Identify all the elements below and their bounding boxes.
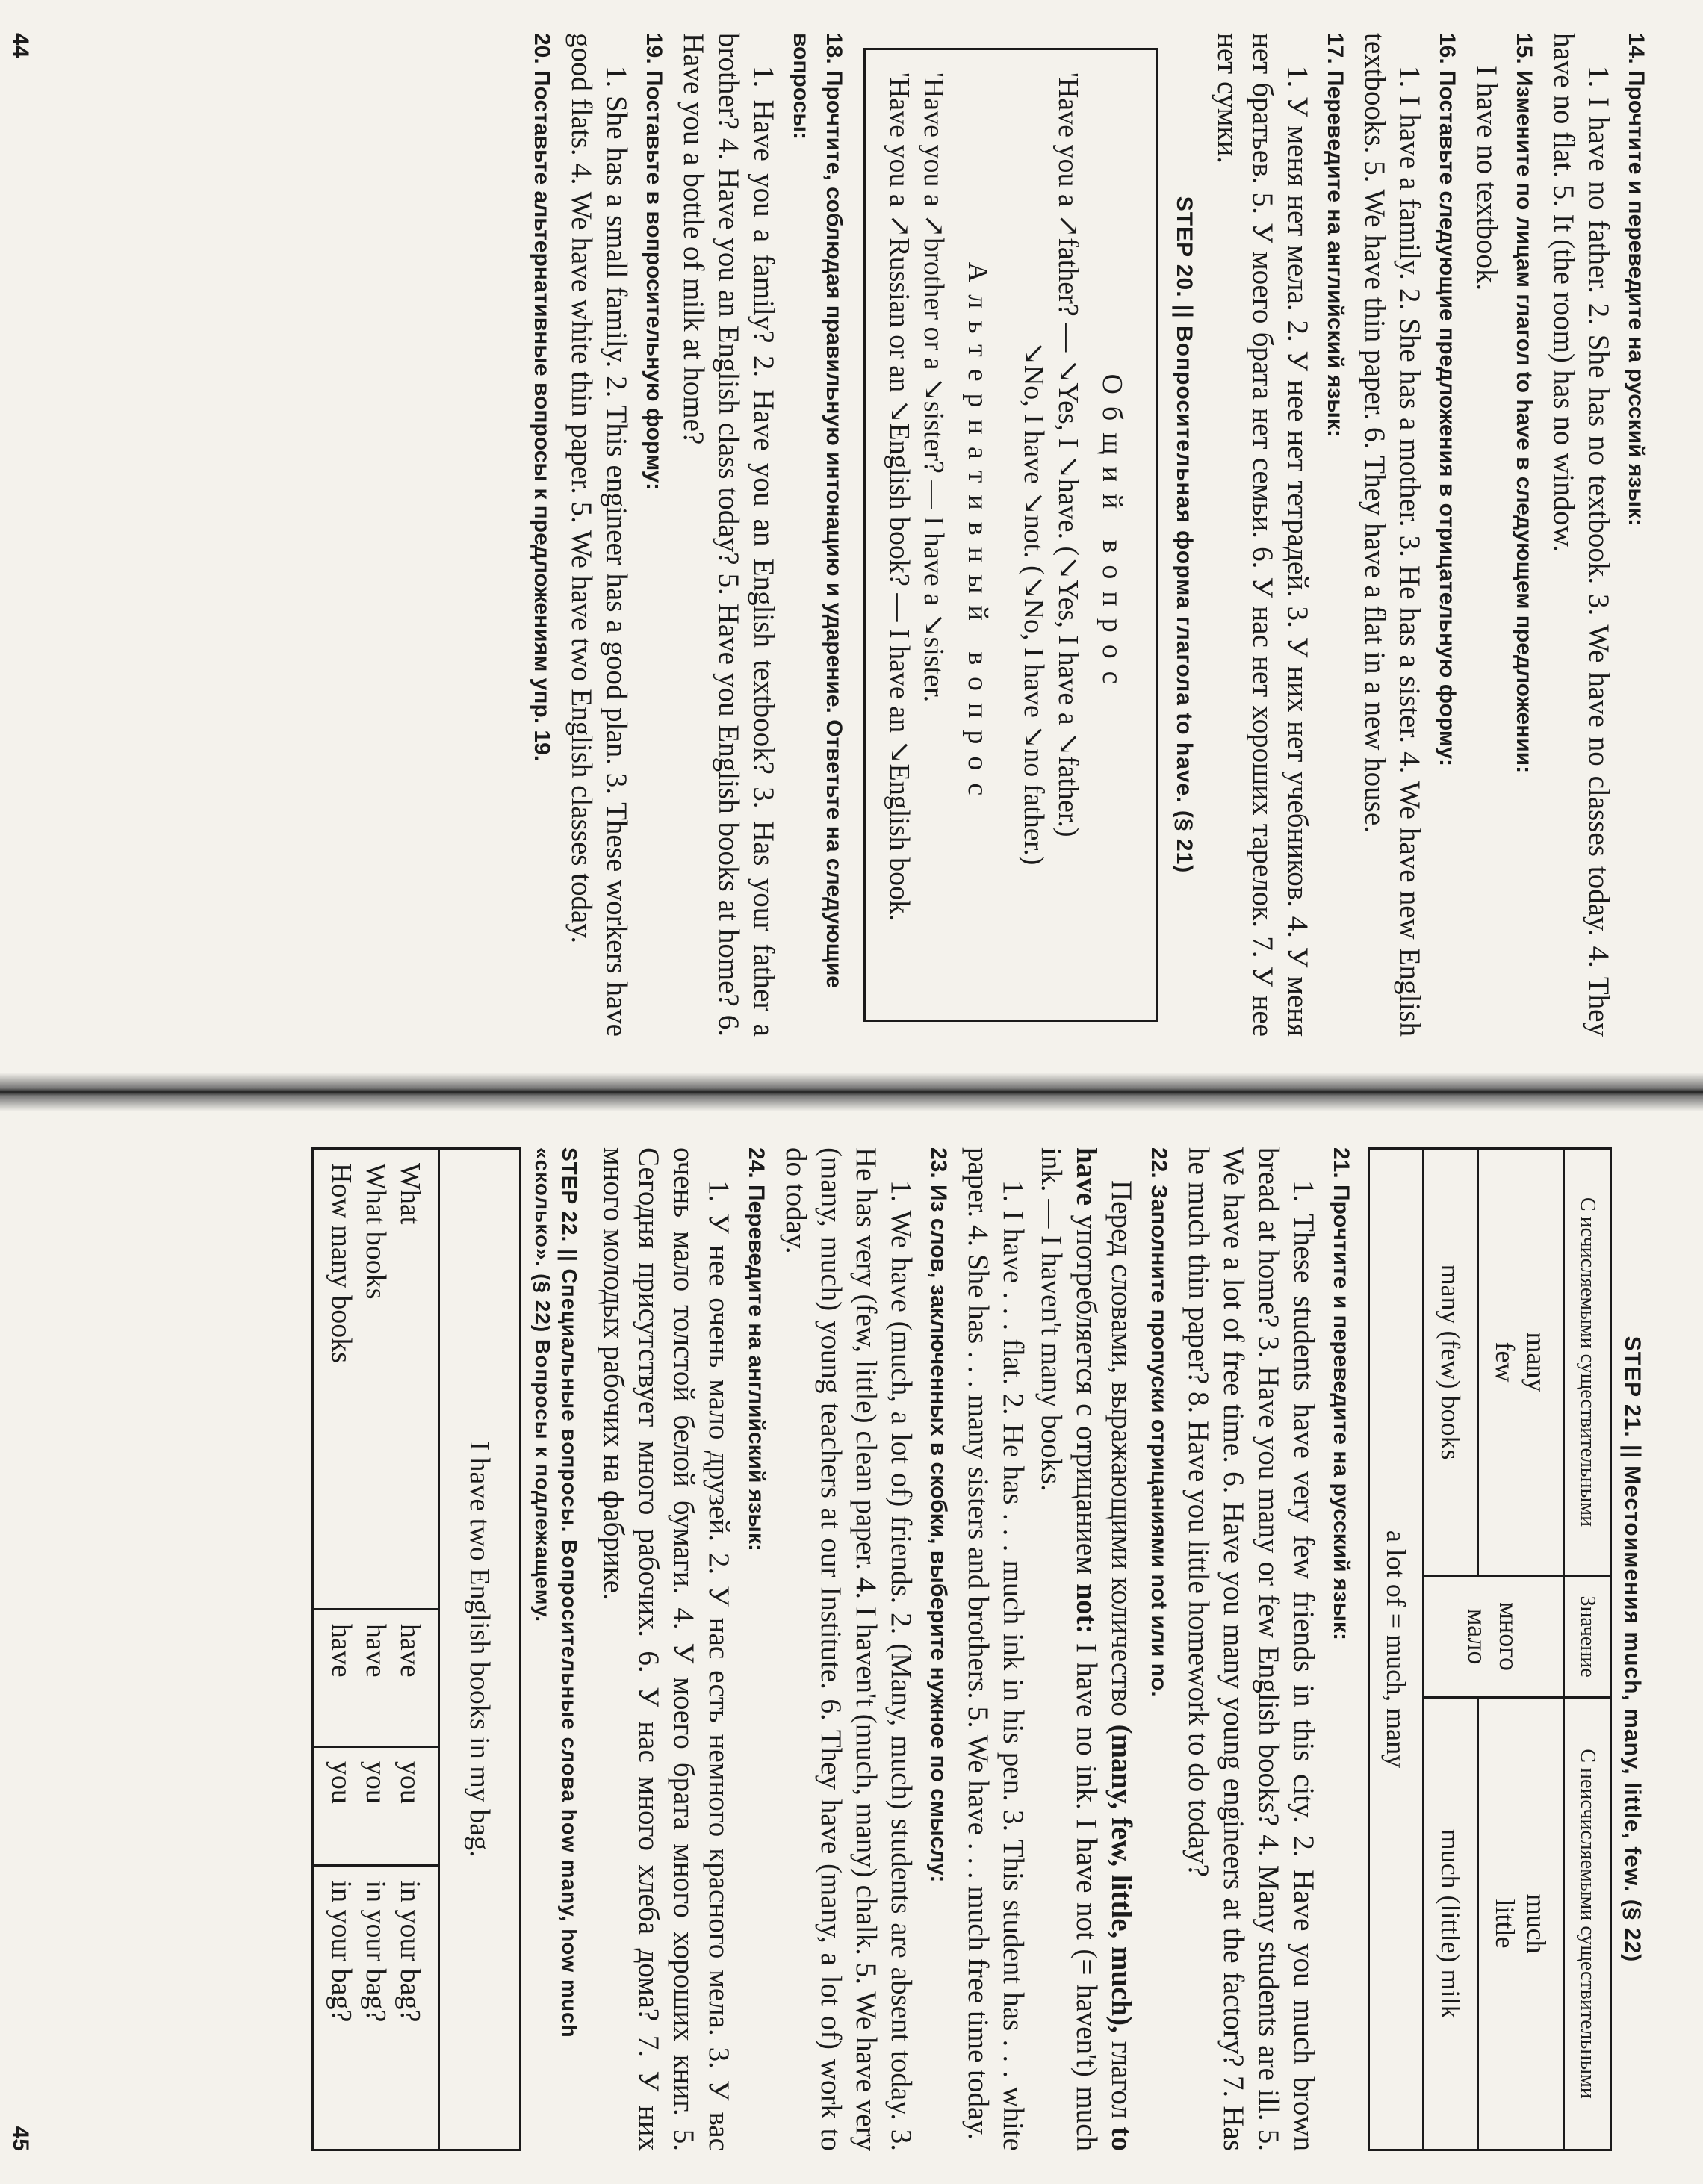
ex20-title: 20. Поставьте альтернативные вопросы к предложениям упр. 19.: [530, 33, 554, 762]
ex22-intro-part-3: употребляется с отрицанием: [1070, 1214, 1102, 1575]
ex22-intro-bold-2: to have: [1070, 1147, 1138, 2152]
ex15-text: I have no textbook.: [1471, 66, 1503, 291]
pronoun-meaning: много мало: [1424, 1576, 1564, 1698]
pronoun-footer: a lot of = much, many: [1369, 1149, 1424, 2150]
auxiliary-verb: have: [394, 1623, 426, 1678]
auxiliary-verb: have: [326, 1623, 357, 1678]
ex22-title: 22. Заполните пропуски отрицаниями not или no.: [1147, 1147, 1171, 1697]
step20-box: [863, 48, 1158, 1022]
place-phrase: in your bag?: [326, 1880, 357, 2023]
step21-title: STEP 21. || Местоимения much, many, little, few. (§ 22): [1620, 1335, 1645, 1963]
ex22-intro-bold-1: (many, few, little, much),: [1105, 1724, 1138, 2033]
ex24-text: 1. У нее очень мало друзей. 2. У нас есть немного красного мела. 3. У вас очень мало толстой белой бумаги. 4. У моего брата много хороших книг. 5. Сегодня присутствует много рабочих. 6. У нас много хлеба дома? 7. У них много молодых рабочих на фабрике.: [598, 1147, 735, 2151]
ex15-title: 15. Измените по лицам глагол to have в следующем предложении:: [1512, 33, 1536, 774]
subject-word: you: [394, 1760, 426, 1804]
general-question-heading: Общий вопрос: [1096, 373, 1128, 696]
ex14-text: 1. I have no father. 2. She has no textbook. 3. We have no classes today. 4. They have no flat. 5. It (the room) has no window.: [1548, 33, 1615, 1037]
subject-cell: [313, 1746, 439, 1866]
ex22-intro: [1034, 1147, 1139, 2151]
ex16-text: 1. I have a family. 2. She has a mother. 3. He has a sister. 4. We have new English textbooks. 5. We have thin paper. 6. They have a flat in a new house.: [1359, 33, 1426, 1037]
page-45: [0, 1114, 1703, 2184]
pronoun-table: [1368, 1147, 1612, 2151]
ex17-title: 17. Переведите на английский язык:: [1323, 33, 1347, 437]
question-word: How many books: [326, 1163, 357, 1364]
ex22-intro-part-4: I have no ink. I have not (= haven't) much ink. — I haven't many books.: [1035, 1147, 1102, 2152]
ex22-intro-part-2: глагол: [1105, 2041, 1138, 2119]
step22-title: STEP 22. || Специальные вопросы. Вопросительные слова how many, how much «сколько». (§ 22) Вопросы к подлежащему.: [531, 1147, 581, 2038]
pronoun-example-uncountable: much (little) milk: [1424, 1698, 1478, 2150]
pronoun-header-countable: С исчисляемыми существительными: [1564, 1149, 1611, 1576]
ex24-title: 24. Переведите на английский язык:: [744, 1147, 769, 1551]
ex14-title: 14. Прочтите и переведите на русский язык:: [1624, 33, 1648, 526]
question-sentence: I have two English books in my bag.: [439, 1149, 521, 2150]
question-words-cell: [313, 1149, 439, 1610]
general-question-line-1: 'Have you a ↗father? — ↘Yes, I ↘have. (↘Yes, I have a ↘father.): [1052, 72, 1084, 837]
place-phrase: in your bag?: [360, 1880, 391, 2023]
ex21-text: 1. These students have very few friends in this city. 2. Have you much brown bread at home? 3. Have you many or few English books? 4. Many students are ill. 5. We have a lot of free time. 6. Have you many young engineers at the factory? 7. Has he much thin paper? 8. Have you little homework to do today?: [1182, 1147, 1320, 2151]
ex18-title: 18. Прочтите, соблюдая правильную интонацию и ударение. Ответьте на следующие вопросы:: [789, 33, 846, 989]
question-table-top-row: [439, 1149, 521, 2150]
question-word: What: [394, 1163, 426, 1225]
auxiliary-cell: [313, 1609, 439, 1746]
alternative-question-heading: Альтернативный вопрос: [962, 261, 993, 808]
place-phrase: in your bag?: [394, 1880, 426, 2023]
pronoun-table-row: [1369, 1149, 1424, 2150]
page-number-45: 45: [8, 2126, 33, 2151]
ex23-text: 1. We have (much, a lot of) friends. 2. (Many, much) students are absent today. 3. He has very (few, little) clean paper. 4. I haven't (much, many) chalk. 5. We have very (many, much) young teachers at our Institute. 6. They have (many, a lot of) work to do today.: [780, 1147, 917, 2151]
ex22-text: 1. I have . . . flat. 2. He has . . . much ink in his pen. 3. This student has . . . white paper. 4. She has . . . many sisters and brothers. 5. We have . . . much free time today.: [962, 1147, 1029, 2151]
step20-title: STEP 20. || Вопросительная форма глагола to have. (§ 21): [1172, 196, 1197, 874]
general-question-line-2: ↘No, I have ↘not. (↘No, I have ↘no father.): [1018, 341, 1049, 866]
subject-word: you: [326, 1760, 357, 1804]
ex16-title: 16. Поставьте следующие предложения в отрицательную форму:: [1435, 33, 1460, 766]
ex19-title: 19. Поставьте в вопросительную форму:: [642, 33, 666, 491]
pronoun-example-countable: many (few) books: [1424, 1149, 1478, 1576]
ex22-intro-bold-3: not:: [1070, 1583, 1102, 1634]
page-number-44: 44: [8, 33, 33, 58]
alternative-question-line-2: 'Have you a ↗Russian or an ↘English book? — I have an ↘English book.: [884, 72, 915, 922]
place-cell: [313, 1866, 439, 2150]
book-spine-shadow: [0, 1073, 1703, 1111]
pronoun-table-row: [1478, 1149, 1564, 2150]
pronoun-header-uncountable: С неисчисляемыми существительными: [1564, 1698, 1611, 2150]
auxiliary-verb: have: [360, 1623, 391, 1678]
subject-word: you: [360, 1760, 391, 1804]
alternative-question-line-1: 'Have you a ↗brother or a ↘sister? — I have a ↘sister.: [918, 72, 949, 703]
page-44: [0, 0, 1703, 1070]
ex17-text: 1. У меня нет мела. 2. У нее нет тетрадей. 3. У них нет учебников. 4. У меня нет братьев. 5. У моего брата нет семьи. 6. У нас нет хороших тарелок. 7. У нее нет сумки.: [1212, 33, 1314, 1037]
pronoun-much-little: much little: [1478, 1698, 1564, 2150]
pronoun-table-header: [1564, 1149, 1611, 2150]
ex18-text: 1. Have you a family? 2. Have you an English textbook? 3. Has your father a brother? 4. Have you an English class today? 5. Have you English books at home? 6. Have you a bottle of milk at home?: [677, 33, 780, 1037]
question-word: What books: [360, 1163, 391, 1300]
ex21-title: 21. Прочтите и переведите на русский язык:: [1329, 1147, 1353, 1640]
ex23-title: 23. Из слов, заключенных в скобки, выберите нужное по смыслу:: [926, 1147, 951, 1883]
ex19-text: 1. She has a small family. 2. This engineer has a good plan. 3. These workers have good flats. 4. We have white thin paper. 5. We have two English classes today.: [565, 33, 633, 1037]
ex22-intro-part-1: Перед словами, выражающими количество: [1105, 1180, 1138, 1716]
pronoun-header-meaning: Значение: [1564, 1576, 1611, 1698]
question-table: [311, 1147, 521, 2151]
question-table-row: [313, 1149, 439, 2150]
pronoun-many-few: many few: [1478, 1149, 1564, 1576]
